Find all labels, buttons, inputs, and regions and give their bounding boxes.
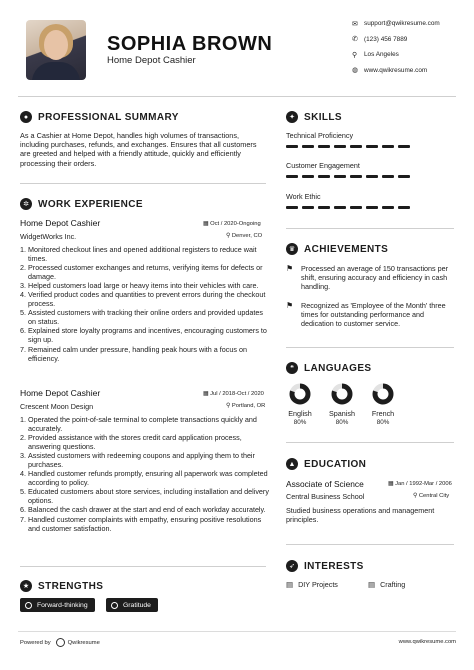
skill-level-bar bbox=[286, 206, 410, 209]
languages-heading: ❝ LANGUAGES bbox=[286, 362, 372, 374]
book-icon: ▤ bbox=[286, 580, 294, 589]
achievement-item: Recognized as 'Employee of the Month' three times for outstanding performance and dedication to customer service. bbox=[301, 301, 446, 329]
job-company: Crescent Moon Design bbox=[20, 402, 94, 411]
list-item: 1. Operated the point-of-sale terminal to complete transactions quickly and accurately. bbox=[28, 415, 270, 433]
education-dates: ▦ Jan / 1992-Mar / 2006 bbox=[388, 481, 452, 487]
contact-website[interactable]: ◍ www.qwikresume.com bbox=[352, 66, 428, 75]
calendar-icon: ▦ bbox=[203, 221, 211, 227]
list-item: 5. Assisted customers with tracking their online orders and provided updates on status. bbox=[28, 308, 270, 326]
profile-photo bbox=[26, 20, 86, 80]
language-ring bbox=[289, 383, 311, 405]
circle-icon bbox=[111, 602, 118, 609]
brand-link[interactable]: Qwikresume bbox=[67, 639, 100, 646]
job-title: Home Depot Cashier bbox=[20, 388, 101, 398]
skills-heading: ✦ SKILLS bbox=[286, 111, 342, 123]
header-divider bbox=[18, 96, 456, 97]
qwikresume-logo-icon bbox=[56, 638, 65, 647]
footer-website-link[interactable]: www.qwikresume.com bbox=[398, 639, 456, 645]
job-bullets bbox=[20, 415, 270, 533]
language-ring bbox=[372, 383, 394, 405]
language-ring bbox=[331, 383, 353, 405]
contact-location: ⚲ Los Angeles bbox=[352, 51, 399, 59]
section-divider bbox=[286, 442, 454, 443]
envelope-icon: ✉ bbox=[352, 20, 358, 28]
list-item: 6. Explained store loyalty programs and incentives, encouraging customers to sign up. bbox=[28, 326, 270, 344]
gear-icon: ✲ bbox=[20, 198, 32, 210]
job-dates: ▦ Jul / 2018-Oct / 2020 bbox=[203, 391, 264, 397]
strength-tag: Forward-thinking bbox=[20, 598, 95, 612]
globe-icon: ◍ bbox=[352, 67, 359, 75]
circle-icon bbox=[25, 602, 32, 609]
section-divider bbox=[286, 544, 454, 545]
star-icon: ★ bbox=[20, 580, 32, 592]
skill-name: Work Ethic bbox=[286, 192, 321, 201]
section-divider bbox=[286, 347, 454, 348]
list-item: 7. Handled customer complaints with empathy, ensuring positive resolutions and customer satisfaction. bbox=[28, 515, 270, 533]
strengths-heading: ★ STRENGTHS bbox=[20, 580, 103, 592]
calendar-icon: ▦ bbox=[203, 391, 211, 397]
education-degree: Associate of Science bbox=[286, 479, 364, 489]
job-title: Home Depot Cashier bbox=[20, 218, 101, 228]
phone-icon: ✆ bbox=[352, 36, 358, 44]
speech-bubble-icon: ❝ bbox=[286, 362, 298, 374]
language-item: English 80% bbox=[280, 383, 320, 426]
map-pin-icon: ⚲ bbox=[352, 51, 358, 59]
section-divider bbox=[20, 183, 266, 184]
award-icon: ⚑ bbox=[286, 301, 294, 310]
contact-email[interactable]: ✉ support@qwikresume.com bbox=[352, 20, 440, 28]
list-item: 2. Provided assistance with the stores credit card application process, answering questions. bbox=[28, 433, 270, 451]
list-item: 5. Educated customers about store services, including installation and delivery options. bbox=[28, 487, 270, 505]
achievements-heading: ♛ ACHIEVEMENTS bbox=[286, 243, 388, 255]
language-item: Spanish 80% bbox=[322, 383, 362, 426]
list-item: 3. Helped customers load large or heavy items into their vehicles with care. bbox=[28, 281, 270, 290]
interest-item: ▤ Crafting bbox=[368, 580, 406, 589]
education-heading: ▲ EDUCATION bbox=[286, 458, 366, 470]
education-school: Central Business School bbox=[286, 492, 365, 501]
language-item: French 80% bbox=[363, 383, 403, 426]
interest-item: ▤ DIY Projects bbox=[286, 580, 338, 589]
list-item: 4. Handled customer refunds promptly, ensuring all paperwork was completed according to policy. bbox=[28, 469, 270, 487]
job-bullets bbox=[20, 245, 270, 363]
list-item: 6. Balanced the cash drawer at the start and end of each workday accurately. bbox=[28, 505, 270, 514]
education-location: ⚲ Central City bbox=[413, 493, 450, 499]
list-item: 1. Monitored checkout lines and opened additional registers to reduce wait times. bbox=[28, 245, 270, 263]
calendar-icon: ▦ bbox=[388, 481, 396, 487]
summary-text: As a Cashier at Home Depot, handles high volumes of transactions, including purchases, refunds, and exchanges. Ensures that all customers are greeted and helped with a friendly attitude, quickly and efficiently processing their orders. bbox=[20, 131, 257, 168]
map-pin-icon: ⚲ bbox=[226, 233, 232, 239]
strength-tag: Gratitude bbox=[106, 598, 158, 612]
map-pin-icon: ⚲ bbox=[226, 403, 232, 409]
skill-name: Technical Proficiency bbox=[286, 131, 354, 140]
contact-phone[interactable]: ✆ (123) 456 7889 bbox=[352, 35, 408, 44]
award-icon: ⚑ bbox=[286, 264, 294, 273]
list-item: 4. Verified product codes and quantities to prevent errors during the checkout process. bbox=[28, 290, 270, 308]
skill-name: Customer Engagement bbox=[286, 161, 360, 170]
list-item: 7. Remained calm under pressure, handling peak hours with a focus on efficiency. bbox=[28, 345, 270, 363]
list-item: 3. Assisted customers with redeeming coupons and applying them to their purchases. bbox=[28, 451, 270, 469]
job-dates: ▦ Oct / 2020-Ongoing bbox=[203, 221, 261, 227]
candidate-title: Home Depot Cashier bbox=[107, 55, 196, 66]
map-pin-icon: ⚲ bbox=[413, 493, 419, 499]
job-location: ⚲ Portland, OR bbox=[226, 403, 266, 409]
candidate-name: SOPHIA BROWN bbox=[107, 33, 273, 55]
experience-heading: ✲ WORK EXPERIENCE bbox=[20, 198, 143, 210]
book-icon: ▤ bbox=[368, 580, 376, 589]
list-item: 2. Processed customer exchanges and returns, verifying items for defects or damage. bbox=[28, 263, 270, 281]
achievement-item: Processed an average of 150 transactions per shift, ensuring accuracy and efficiency in cash handling. bbox=[301, 264, 449, 292]
rocket-icon: ➶ bbox=[286, 560, 298, 572]
summary-heading: ● PROFESSIONAL SUMMARY bbox=[20, 111, 179, 123]
person-icon: ● bbox=[20, 111, 32, 123]
job-location: ⚲ Denver, CO bbox=[226, 233, 263, 239]
skill-level-bar bbox=[286, 145, 410, 148]
section-divider bbox=[286, 228, 454, 229]
footer-branding: Powered by Qwikresume bbox=[20, 639, 100, 646]
skill-level-bar bbox=[286, 175, 410, 178]
graduation-cap-icon: ▲ bbox=[286, 458, 298, 470]
section-divider bbox=[20, 566, 266, 567]
interests-heading: ➶ INTERESTS bbox=[286, 560, 364, 572]
trophy-icon: ♛ bbox=[286, 243, 298, 255]
footer-divider bbox=[18, 631, 456, 632]
contact-block bbox=[352, 16, 470, 78]
education-description: Studied business operations and management principles. bbox=[286, 506, 435, 525]
job-company: WidgetWorks Inc. bbox=[20, 232, 77, 241]
lightbulb-icon: ✦ bbox=[286, 111, 298, 123]
